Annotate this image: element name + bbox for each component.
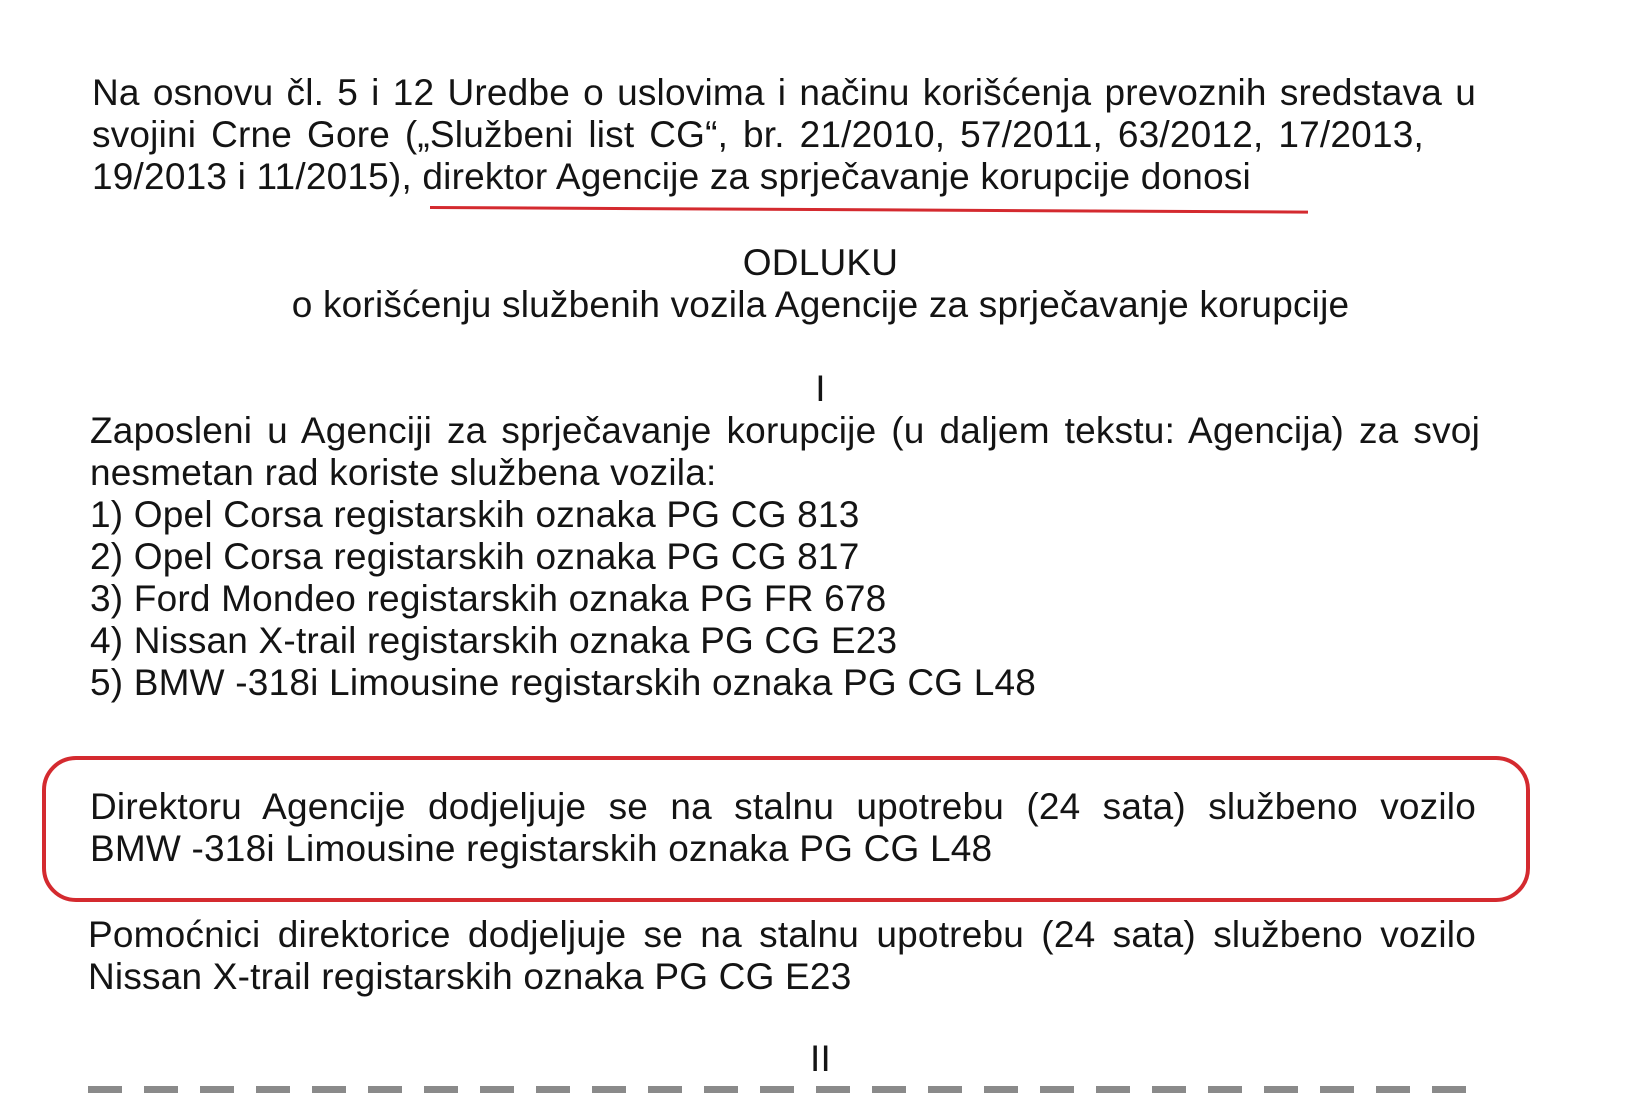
decision-subtitle: o korišćenju službenih vozila Agencije za sprječavanje korupcije <box>291 284 1350 325</box>
vehicle-list-item: 2) Opel Corsa registarskih oznaka PG CG 817 <box>90 536 860 577</box>
intro-line-2: svojini Crne Gore („Službeni list CG“, br. 21/2010, 57/2011, 63/2012, 17/2013, <box>92 114 1424 155</box>
section-numeral-i: I <box>815 368 826 409</box>
section-numeral-ii: II <box>810 1038 831 1079</box>
vehicle-list-item: 5) BMW -318i Limousine registarskih oznaka PG CG L48 <box>90 662 1037 703</box>
intro-highlighted-phrase: direktor Agencije za sprječavanje korupcije donosi <box>422 156 1251 197</box>
intro-line-3-prefix: 19/2013 i 11/2015), <box>92 156 423 197</box>
vehicle-list-item: 3) Ford Mondeo registarskih oznaka PG FR 678 <box>90 578 887 619</box>
section-i-para-line-2: nesmetan rad koriste službena vozila: <box>90 452 717 493</box>
vehicle-list-item: 4) Nissan X-trail registarskih oznaka PG CG E23 <box>90 620 898 661</box>
director-allocation-line-2: BMW -318i Limousine registarskih oznaka PG CG L48 <box>90 828 993 869</box>
intro-line-1: Na osnovu čl. 5 i 12 Uredbe o uslovima i načinu korišćenja prevoznih sredstava u <box>92 72 1476 113</box>
assistant-allocation-line-1: Pomoćnici direktorice dodjeljuje se na stalnu upotrebu (24 sata) službeno vozilo <box>88 914 1476 955</box>
assistant-allocation-line-2: Nissan X-trail registarskih oznaka PG CG E23 <box>88 956 852 997</box>
decision-title: ODLUKU <box>742 242 899 283</box>
director-allocation-line-1: Direktoru Agencije dodjeljuje se na stalnu upotrebu (24 sata) službeno vozilo <box>90 786 1476 827</box>
vehicle-list-item: 1) Opel Corsa registarskih oznaka PG CG 813 <box>90 494 860 535</box>
section-i-para-line-1: Zaposleni u Agenciji za sprječavanje korupcije (u daljem tekstu: Agencija) za svoj <box>90 410 1480 451</box>
red-underline-annotation <box>430 206 1308 214</box>
intro-line-3 <box>92 156 1251 198</box>
cropped-next-line <box>88 1086 1488 1093</box>
